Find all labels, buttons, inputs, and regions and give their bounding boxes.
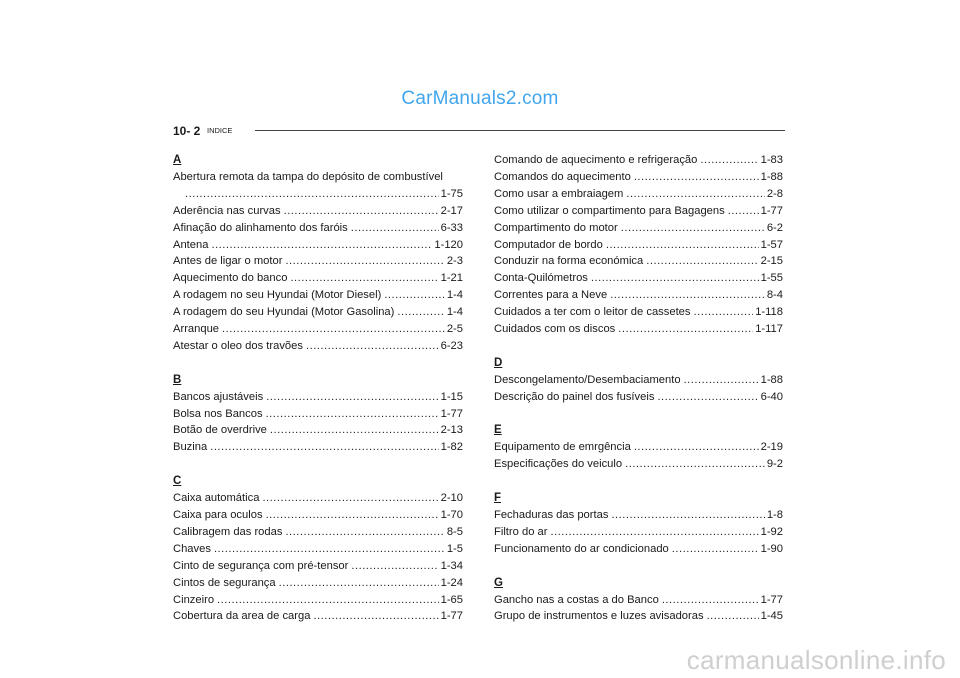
entry-title: Cobertura da area de carga <box>173 610 311 623</box>
dot-leader <box>270 422 439 439</box>
dot-leader <box>266 406 439 423</box>
entry-title: Gancho nas a costas a do Banco <box>494 593 659 606</box>
entry-title: Descrição do painel dos fusíveis <box>494 390 655 403</box>
entry-page: 1-75 <box>440 187 463 200</box>
index-entry <box>173 575 463 592</box>
entry-title: Aderência nas curvas <box>173 204 281 217</box>
entry-page: 1-55 <box>760 272 783 285</box>
dot-leader <box>707 608 759 625</box>
dot-leader <box>611 507 764 524</box>
entry-page: 1-92 <box>760 525 783 538</box>
section-gap <box>494 406 783 423</box>
dot-leader <box>279 575 439 592</box>
dot-leader <box>591 270 759 287</box>
dot-leader <box>351 558 438 575</box>
index-letter: F <box>494 492 502 505</box>
dot-leader <box>694 304 754 321</box>
index-entry <box>173 304 463 321</box>
entry-page: 1-118 <box>755 306 783 319</box>
entry-page: 1-88 <box>760 373 783 386</box>
entry-title: Antes de ligar o motor <box>173 255 283 268</box>
entry-page: 1-77 <box>440 407 463 420</box>
dot-leader <box>214 541 445 558</box>
dot-leader <box>634 439 759 456</box>
index-entry <box>494 186 783 203</box>
dot-leader <box>646 253 758 270</box>
index-entry <box>173 237 463 254</box>
entry-page: 1-117 <box>755 323 783 336</box>
dot-leader <box>684 372 759 389</box>
index-letter: D <box>494 356 503 369</box>
index-letter: A <box>173 154 182 166</box>
index-entry <box>494 321 783 338</box>
dot-leader <box>285 524 444 541</box>
entry-title: Atestar o oleo dos travões <box>173 339 303 352</box>
index-entry <box>173 270 463 287</box>
entry-page: 1-4 <box>446 289 463 302</box>
entry-page: 6-33 <box>440 221 463 234</box>
entry-page: 2-10 <box>440 492 463 505</box>
dot-leader <box>306 338 439 355</box>
entry-page: 1-120 <box>434 238 463 251</box>
entry-title: Especificações do veiculo <box>494 458 623 471</box>
entry-title: Chaves <box>173 542 211 555</box>
entry-title: Fechaduras das portas <box>494 508 609 521</box>
index-letter: C <box>173 475 182 488</box>
dot-leader <box>266 389 438 406</box>
dot-leader <box>222 321 445 338</box>
dot-leader <box>625 456 765 473</box>
entry-title: Filtro do ar <box>494 525 548 538</box>
index-entry <box>173 558 463 575</box>
page-number: 10- 2 <box>173 124 201 138</box>
index-entry <box>494 304 783 321</box>
dot-leader <box>634 169 759 186</box>
entry-title: Bancos ajustáveis <box>173 390 264 403</box>
dot-leader <box>662 592 759 609</box>
dot-leader <box>657 389 758 406</box>
entry-title: Botão de overdrive <box>173 424 267 437</box>
entry-title: Conta-Quilómetros <box>494 272 588 285</box>
section-gap <box>173 456 463 473</box>
entry-title: Comando de aquecimento e refrigeração <box>494 154 698 166</box>
index-entry <box>173 220 463 237</box>
entry-title: Conduzir na forma económica <box>494 255 644 268</box>
entry-page: 8-4 <box>766 289 783 302</box>
dot-leader <box>550 524 758 541</box>
entry-title: Equipamento de emrgência <box>494 441 631 454</box>
entry-title: A rodagem do seu Hyundai (Motor Gasolina) <box>173 306 395 319</box>
index-entry <box>494 592 783 609</box>
entry-title: Antena <box>173 238 209 251</box>
entry-title: Computador de bordo <box>494 238 603 251</box>
index-letter: E <box>494 424 502 437</box>
dot-leader <box>262 490 438 507</box>
entry-title: Como usar a embraiagem <box>494 187 624 200</box>
entry-title: Cintos de segurança <box>173 576 276 589</box>
dot-leader <box>211 237 432 254</box>
dot-leader <box>285 253 444 270</box>
entry-page: 1-5 <box>446 542 463 555</box>
section-label: INDICE <box>207 126 233 135</box>
entry-title: Afinação do alinhamento dos faróis <box>173 221 348 234</box>
entry-page: 1-34 <box>440 559 463 572</box>
index-entry <box>494 152 783 169</box>
entry-title: Caixa para oculos <box>173 509 263 521</box>
entry-page: 1-15 <box>440 390 463 403</box>
entry-page: 2-8 <box>766 187 783 200</box>
entry-page: 2-15 <box>760 255 783 268</box>
section-gap <box>173 355 463 372</box>
index-entry <box>173 169 463 203</box>
entry-page: 1-77 <box>760 204 783 217</box>
index-entry <box>494 237 783 254</box>
entry-page: 2-19 <box>760 441 783 454</box>
index-entry <box>173 321 463 338</box>
watermark-carmanualsonline: carmanualsonline.info <box>686 645 946 675</box>
entry-title: Correntes para a Neve <box>494 289 608 302</box>
index-entry <box>494 372 783 389</box>
entry-title: Caixa automática <box>173 492 260 505</box>
index-entry <box>173 524 463 541</box>
section-gap <box>494 473 783 490</box>
index-entry <box>173 287 463 304</box>
entry-page: 1-65 <box>440 593 463 606</box>
dot-leader <box>210 439 438 456</box>
entry-title: Funcionamento do ar condicionado <box>494 542 669 555</box>
index-entry <box>494 203 783 220</box>
dot-leader <box>700 152 758 169</box>
entry-page: 9-2 <box>766 458 783 471</box>
page-header <box>173 124 785 138</box>
dot-leader <box>606 237 759 254</box>
index-entry <box>494 287 783 304</box>
index-entry <box>494 541 783 558</box>
dot-leader <box>351 220 439 237</box>
entry-page: 1-88 <box>760 170 783 183</box>
dot-leader <box>621 220 765 237</box>
entry-title: Cinzeiro <box>173 593 215 606</box>
entry-page: 2-17 <box>440 204 463 217</box>
entry-page: 1-90 <box>760 542 783 555</box>
entry-title: Como utilizar o compartimento para Bagagens <box>494 204 725 217</box>
index-entry <box>494 456 783 473</box>
index-entry <box>494 507 783 524</box>
index-entry <box>173 406 463 423</box>
entry-page: 1-21 <box>440 272 463 285</box>
dot-leader <box>618 321 753 338</box>
index-entry <box>494 270 783 287</box>
index-entry <box>173 541 463 558</box>
index-entry <box>173 439 463 456</box>
section-gap <box>494 558 783 575</box>
entry-page: 2-5 <box>446 323 463 336</box>
index-entry <box>173 389 463 406</box>
entry-page: 1-70 <box>440 509 463 521</box>
index-entry <box>173 592 463 609</box>
entry-page: 6-23 <box>440 339 463 352</box>
dot-leader <box>290 270 438 287</box>
entry-page: 1-82 <box>440 441 463 454</box>
index-entry <box>173 203 463 220</box>
dot-leader <box>672 541 759 558</box>
entry-title: Descongelamento/Desembaciamento <box>494 373 681 386</box>
entry-title: Bolsa nos Bancos <box>173 407 263 420</box>
index-entry <box>494 524 783 541</box>
index-entry <box>173 507 463 524</box>
dot-leader <box>610 287 765 304</box>
index-letter: G <box>494 576 503 589</box>
dot-leader <box>384 287 445 304</box>
dot-leader <box>266 507 439 524</box>
index-entry <box>494 608 783 625</box>
entry-page: 2-13 <box>440 424 463 437</box>
index-letter: B <box>173 373 182 386</box>
entry-title: Compartimento do motor <box>494 221 618 234</box>
entry-page: 8-5 <box>446 525 463 538</box>
dot-leader <box>397 304 444 321</box>
entry-continuation <box>173 186 463 203</box>
index-entry <box>173 253 463 270</box>
entry-title: Calibragem das rodas <box>173 525 283 538</box>
index-entry <box>494 220 783 237</box>
entry-page: 1-8 <box>766 508 783 521</box>
entry-title: Abertura remota da tampa do depósito de combustível <box>173 170 443 183</box>
entry-title: Buzina <box>173 441 208 454</box>
section-gap <box>494 338 783 355</box>
entry-title: Grupo de instrumentos e luzes avisadoras <box>494 610 704 623</box>
index-entry <box>173 490 463 507</box>
dot-leader <box>626 186 764 203</box>
entry-title: Cuidados com os discos <box>494 323 616 336</box>
entry-page: 2-3 <box>446 255 463 268</box>
watermark-carmanuals2: CarManuals2.com <box>401 88 559 109</box>
entry-page: 1-83 <box>760 154 783 166</box>
index-entry <box>173 608 463 625</box>
entry-page: 1-77 <box>440 610 463 623</box>
index-entry <box>494 169 783 186</box>
dot-leader <box>185 186 439 203</box>
header-rule <box>255 130 785 131</box>
entry-page: 6-40 <box>760 390 783 403</box>
dot-leader <box>313 608 438 625</box>
entry-page: 1-57 <box>760 238 783 251</box>
entry-title: Arranque <box>173 323 220 336</box>
index-column-right <box>494 152 783 625</box>
index-entry <box>173 422 463 439</box>
index-column-left <box>173 152 463 625</box>
index-entry <box>494 439 783 456</box>
index-entry <box>494 389 783 406</box>
entry-page: 1-77 <box>760 593 783 606</box>
entry-page: 1-45 <box>760 610 783 623</box>
dot-leader <box>217 592 439 609</box>
dot-leader <box>284 203 439 220</box>
entry-title: Cuidados a ter com o leitor de cassetes <box>494 306 691 319</box>
index-entry <box>173 338 463 355</box>
entry-page: 1-4 <box>446 306 463 319</box>
entry-title: Comandos do aquecimento <box>494 170 631 183</box>
index-entry <box>494 253 783 270</box>
entry-title: A rodagem no seu Hyundai (Motor Diesel) <box>173 289 382 302</box>
entry-page: 6-2 <box>766 221 783 234</box>
entry-title: Aquecimento do banco <box>173 272 288 285</box>
dot-leader <box>728 203 759 220</box>
entry-title: Cinto de segurança com pré-tensor <box>173 559 349 572</box>
entry-page: 1-24 <box>440 576 463 589</box>
